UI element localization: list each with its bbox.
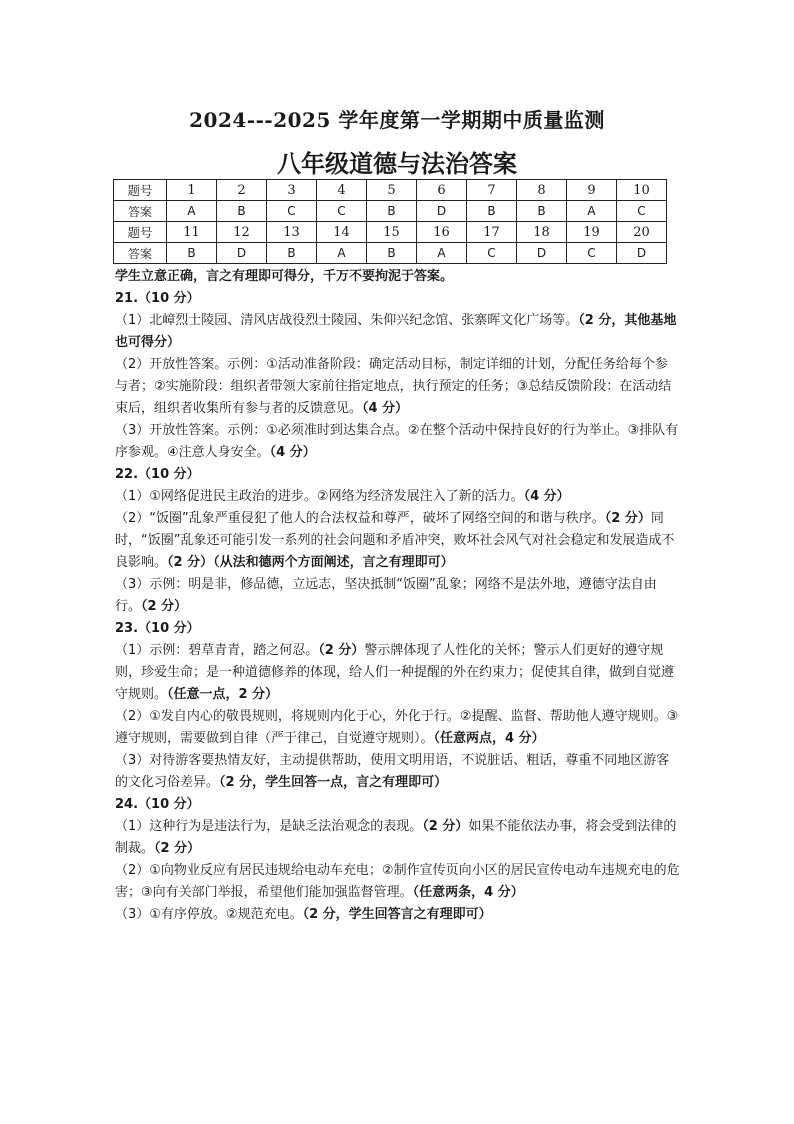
question-24-heading: 24.（10 分） — [115, 797, 200, 812]
answer-text: （1）这种行为是违法行为，是缺乏法治观念的表现。 — [115, 819, 423, 834]
question-22-part-2 — [115, 508, 680, 574]
question-21-part-1 — [115, 310, 680, 354]
question-number-cell: 2 — [217, 180, 267, 201]
table-row-question-numbers-2 — [114, 222, 667, 243]
question-22-heading: 22.（10 分） — [115, 467, 200, 482]
question-24-part-2 — [115, 860, 680, 904]
answer-cell: B — [467, 201, 517, 222]
document-subtitle: 八年级道德与法治答案 — [277, 150, 517, 178]
question-number-cell: 14 — [317, 222, 367, 243]
row-label: 答案 — [114, 243, 167, 264]
answer-text: （1）示例：碧草青青，踏之何忍。 — [115, 643, 319, 658]
answer-cell: B — [367, 201, 417, 222]
answer-cell: A — [417, 243, 467, 264]
question-22-part-3 — [115, 574, 680, 618]
answer-text: （1）①网络促进民主政治的进步。②网络为经济发展注入了新的活力。 — [115, 489, 524, 504]
question-number-cell: 5 — [367, 180, 417, 201]
score-note: （4 分） — [269, 445, 316, 460]
question-23-part-3 — [115, 750, 680, 794]
answer-key-table — [113, 179, 667, 264]
score-note: （4 分） — [523, 489, 570, 504]
answer-cell: B — [367, 243, 417, 264]
score-note: （2 分，学生回答一点，言之有理即可） — [219, 775, 448, 790]
answer-cell: D — [517, 243, 567, 264]
score-note: （任意两条，4 分） — [412, 885, 524, 900]
answer-cell: D — [617, 243, 667, 264]
question-number-cell: 11 — [167, 222, 217, 243]
answer-text: （2）①发自内心的敬畏规则，将规则内化于心，外化于行。②提醒、监督、帮助他人遵守规则。③遵守规则，需要做到自律（严于律己，自觉遵守规则）。 — [115, 709, 679, 746]
table-row-answers-1 — [114, 201, 667, 222]
answer-text: （3）对待游客要热情友好，主动提供帮助，使用文明用语，不说脏话、粗话，尊重不同地区游客的文化习俗差异。 — [115, 753, 670, 790]
answer-cell: C — [617, 201, 667, 222]
question-number-cell: 20 — [617, 222, 667, 243]
question-number-cell: 13 — [267, 222, 317, 243]
question-number-cell: 6 — [417, 180, 467, 201]
answer-text: 同时，“饭圈”乱象还可能引发一系列的社会问题和矛盾冲突，败坏社会风气对社会稳定和发展造成不良影响。 — [115, 511, 675, 570]
answer-cell: A — [167, 201, 217, 222]
question-number-cell: 1 — [167, 180, 217, 201]
answer-cell: D — [417, 201, 467, 222]
answer-text: （1）北嶂烈士陵园、清风店战役烈士陵园、朱仰兴纪念馆、张寨晖文化广场等。 — [115, 313, 579, 328]
row-label: 题号 — [114, 222, 167, 243]
question-number-cell: 10 — [617, 180, 667, 201]
answer-cell: B — [167, 243, 217, 264]
score-note: （2 分）（从法和德两个方面阐述，言之有理即可） — [167, 555, 454, 570]
answer-cell: C — [567, 243, 617, 264]
score-note: （2 分） — [604, 511, 651, 526]
score-note: （2 分） — [318, 643, 365, 658]
score-note: （2 分） — [141, 599, 188, 614]
answer-text: （3）示例：明是非，修品德，立远志，坚决抵制“饭圈”乱象；网络不是法外地，遵德守法自由行。 — [115, 577, 657, 614]
question-21-part-3 — [115, 420, 680, 464]
question-number-cell: 4 — [317, 180, 367, 201]
score-note: （2 分） — [154, 841, 201, 856]
question-23-part-2 — [115, 706, 680, 750]
question-number-cell: 3 — [267, 180, 317, 201]
answer-cell: B — [517, 201, 567, 222]
answer-cell: C — [467, 243, 517, 264]
question-23-heading: 23.（10 分） — [115, 621, 200, 636]
score-note: （4 分） — [362, 401, 409, 416]
answer-text: （2）“饭圈”乱象严重侵犯了他人的合法权益和尊严，破坏了网络空间的和谐与秩序。 — [115, 511, 605, 526]
answer-text: 警示牌体现了人性化的关怀；警示人们更好的遵守规则，珍爱生命；是一种道德修养的体现，给人们一种提醒的外在约束力；促使其自律，做到自觉遵守规则。 — [115, 643, 675, 702]
question-21-heading: 21.（10 分） — [115, 291, 200, 306]
question-21-part-2 — [115, 354, 680, 420]
answer-text: （2）①向物业反应有居民违规给电动车充电；②制作宣传页向小区的居民宣传电动车违规充电的危害；③向有关部门举报，希望他们能加强监督管理。 — [115, 863, 680, 900]
score-note: （任意一点，2 分） — [167, 687, 279, 702]
question-24-part-3 — [115, 904, 680, 926]
document-title: 2024---2025 学年度第一学期期中质量监测 — [189, 108, 605, 132]
score-note: （2 分，学生回答言之有理即可） — [302, 907, 492, 922]
grading-note: 学生立意正确，言之有理即可得分，千万不要拘泥于答案。 — [115, 269, 454, 284]
row-label: 题号 — [114, 180, 167, 201]
question-number-cell: 19 — [567, 222, 617, 243]
answer-text: （3）开放性答案。示例：①必须准时到达集合点。②在整个活动中保持良好的行为举止。③排队有序参观。④注意人身安全。 — [115, 423, 679, 460]
answer-body — [115, 266, 680, 926]
answer-cell: C — [267, 201, 317, 222]
question-number-cell: 16 — [417, 222, 467, 243]
answer-cell: A — [567, 201, 617, 222]
answer-cell: B — [267, 243, 317, 264]
answer-text: （3）①有序停放。②规范充电。 — [115, 907, 303, 922]
question-number-cell: 15 — [367, 222, 417, 243]
score-note: （任意两点，4 分） — [433, 731, 545, 746]
answer-text: 如果不能依法办事，将会受到法律的制裁。 — [115, 819, 677, 856]
question-number-cell: 12 — [217, 222, 267, 243]
question-number-cell: 9 — [567, 180, 617, 201]
answer-cell: D — [217, 243, 267, 264]
question-number-cell: 8 — [517, 180, 567, 201]
row-label: 答案 — [114, 201, 167, 222]
answer-cell: A — [317, 243, 367, 264]
answer-text: （2）开放性答案。示例：①活动准备阶段：确定活动目标，制定详细的计划，分配任务给每个参与者；②实施阶段：组织者带领大家前往指定地点，执行预定的任务；③总结反馈阶段：在活动结束后，组织者收集所有参与者的反馈意见。 — [115, 357, 672, 416]
score-note: （2 分） — [422, 819, 469, 834]
question-23-part-1 — [115, 640, 680, 706]
question-24-part-1 — [115, 816, 680, 860]
table-row-answers-2 — [114, 243, 667, 264]
question-number-cell: 17 — [467, 222, 517, 243]
question-number-cell: 7 — [467, 180, 517, 201]
answer-cell: B — [217, 201, 267, 222]
answer-cell: C — [317, 201, 367, 222]
question-22-part-1 — [115, 486, 680, 508]
table-row-question-numbers-1 — [114, 180, 667, 201]
score-note: （2 分，其他基地也可得分） — [115, 313, 677, 350]
question-number-cell: 18 — [517, 222, 567, 243]
